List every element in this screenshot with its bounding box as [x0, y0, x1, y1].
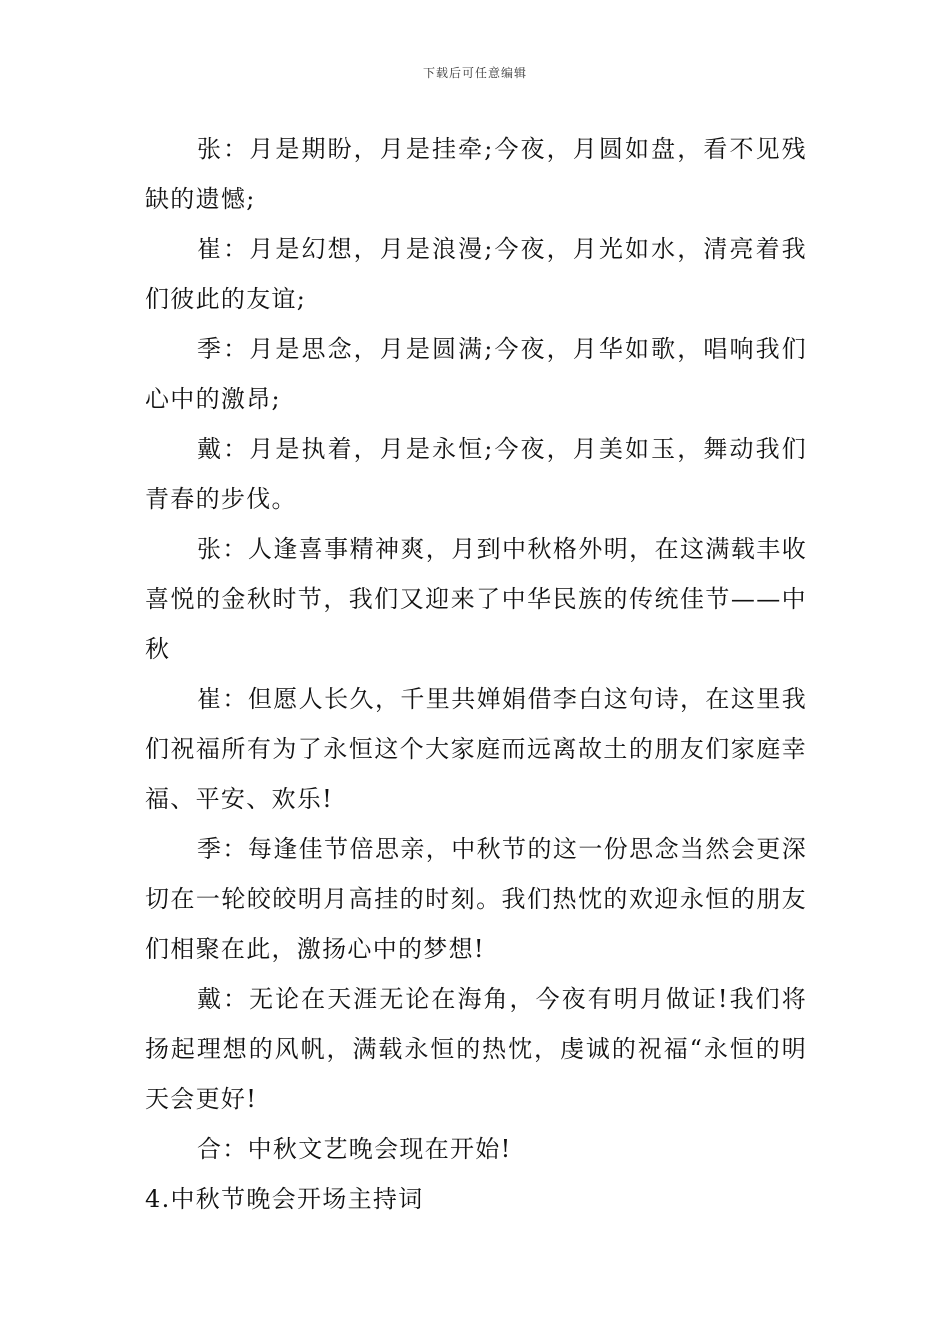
- paragraph-zhang-1: 张：月是期盼，月是挂牵;今夜，月圆如盘，看不见残缺的遗憾;: [145, 135, 807, 213]
- document-body: [145, 124, 807, 1224]
- paragraph-all: 合：中秋文艺晚会现在开始!: [197, 1135, 512, 1163]
- paragraph-cui-1: 崔：月是幻想，月是浪漫;今夜，月光如水，清亮着我们彼此的友谊;: [145, 235, 807, 313]
- paragraph-cui-2: 崔：但愿人长久，千里共婵娟借李白这句诗，在这里我们祝福所有为了永恒这个大家庭而远离故土的朋友们家庭幸福、平安、欢乐!: [145, 685, 807, 813]
- paragraph-ji-1: 季：月是思念，月是圆满;今夜，月华如歌，唱响我们心中的激昂;: [145, 335, 807, 413]
- section-heading: 4.中秋节晚会开场主持词: [145, 1185, 424, 1213]
- paragraph-zhang-2: 张：人逢喜事精神爽，月到中秋格外明，在这满载丰收喜悦的金秋时节，我们又迎来了中华民族的传统佳节——中秋: [145, 535, 807, 663]
- paragraph-dai-2: 戴：无论在天涯无论在海角，今夜有明月做证!我们将扬起理想的风帆，满载永恒的热忱，虔诚的祝福“永恒的明天会更好!: [145, 985, 807, 1113]
- page-header: 下载后可任意编辑: [422, 66, 527, 80]
- paragraph-ji-2: 季：每逢佳节倍思亲，中秋节的这一份思念当然会更深切在一轮皎皎明月高挂的时刻。我们热忱的欢迎永恒的朋友们相聚在此，激扬心中的梦想!: [145, 835, 807, 963]
- paragraph-dai-1: 戴：月是执着，月是永恒;今夜，月美如玉，舞动我们青春的步伐。: [145, 435, 807, 513]
